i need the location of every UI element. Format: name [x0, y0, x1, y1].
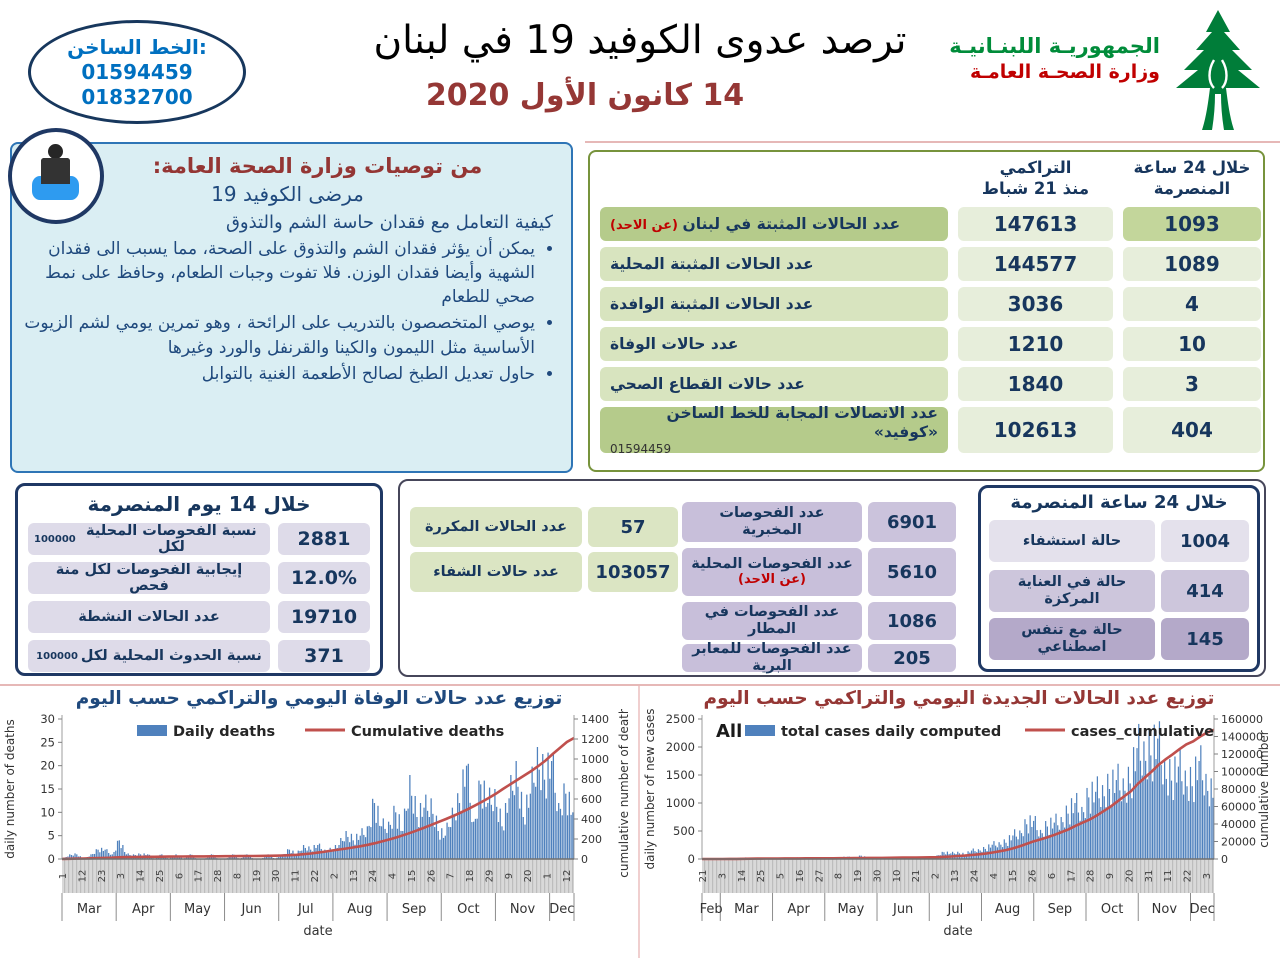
stat-cumulative-value: 3036 — [958, 287, 1113, 321]
svg-text:24: 24 — [368, 870, 379, 883]
svg-text:Feb: Feb — [700, 902, 723, 917]
svg-text:Nov: Nov — [510, 902, 536, 917]
svg-text:40000: 40000 — [1221, 818, 1256, 831]
stat-24h-value: 1093 — [1123, 207, 1261, 241]
svg-text:5: 5 — [776, 873, 787, 879]
recovery-label: عدد حالات الشفاء — [410, 552, 582, 592]
stat-row-label: عدد الاتصالات المجابة للخط الساخن «كوفيد» 01594459 — [600, 407, 948, 453]
hospitalization-box — [978, 485, 1260, 672]
report-date: 14 كانون الأول 2020 — [245, 78, 925, 113]
svg-text:1000: 1000 — [581, 753, 609, 766]
svg-text:3: 3 — [717, 873, 728, 879]
fortnight-stats-box — [15, 483, 383, 676]
svg-text:18: 18 — [465, 870, 476, 883]
stat-cumulative-value: 1210 — [958, 327, 1113, 361]
daily-indicators-panel — [398, 479, 1266, 677]
stat-row-label: عدد حالات القطاع الصحي — [600, 367, 948, 401]
fortnight-label: نسبة الفحوصات المحلية لكل 100000 — [28, 523, 270, 555]
announcer-icon — [8, 128, 104, 224]
svg-text:800: 800 — [581, 773, 602, 786]
hospitalization-label: حالة استشفاء — [989, 520, 1155, 562]
fortnight-row — [28, 640, 370, 672]
svg-text:May: May — [184, 902, 211, 917]
svg-text:2000: 2000 — [666, 740, 695, 754]
svg-text:20000: 20000 — [1221, 836, 1256, 849]
svg-text:2: 2 — [329, 873, 340, 879]
recommendation-bullet: • يوصي المتخصصون بالتدريب على الرائحة ، وهو تمرين يومي لشم الزيوت الأساسية مثل الليمون والكينا والقرنفل والورد وغيرها — [22, 311, 535, 359]
hospitalization-label: حالة في العناية المركزة — [989, 570, 1155, 612]
hotline-number-2: 01832700 — [81, 85, 192, 110]
svg-text:1: 1 — [543, 873, 554, 879]
fortnight-value: 12.0% — [278, 562, 370, 594]
svg-text:6: 6 — [174, 873, 185, 879]
svg-text:12: 12 — [562, 870, 573, 883]
deaths-chart-svg — [0, 709, 638, 953]
recovery-value: 57 — [588, 507, 678, 547]
svg-text:0: 0 — [581, 853, 588, 866]
svg-text:20: 20 — [40, 759, 55, 773]
hospitalization-value: 145 — [1161, 618, 1249, 660]
svg-text:Jul: Jul — [297, 902, 314, 917]
svg-text:24: 24 — [969, 870, 980, 883]
hotline-label: الخط الساخن: — [67, 35, 207, 60]
svg-text:19: 19 — [252, 870, 263, 883]
hotline-number: 01594459 — [610, 442, 671, 456]
svg-text:13: 13 — [950, 870, 961, 883]
svg-text:100000: 100000 — [1221, 766, 1263, 779]
hospitalization-row — [989, 520, 1251, 562]
svg-text:10: 10 — [892, 870, 903, 883]
svg-text:Aug: Aug — [995, 902, 1020, 917]
svg-text:cumulative number of deaths: cumulative number of deaths — [617, 709, 631, 878]
svg-text:30: 30 — [40, 712, 55, 726]
tests-value: 6901 — [868, 502, 956, 542]
fortnight-row — [28, 523, 370, 555]
hospitalization-value: 1004 — [1161, 520, 1249, 562]
tests-label: عدد الفحوصات المحلية (عن الاحد) — [682, 548, 862, 596]
svg-text:20: 20 — [523, 870, 534, 883]
svg-text:Nov: Nov — [1152, 902, 1178, 917]
recommendations-intro: كيفية التعامل مع فقدان حاسة الشم والتذوق — [22, 212, 553, 233]
svg-text:Cumulative deaths: Cumulative deaths — [351, 724, 504, 740]
new-cases-chart-svg — [640, 709, 1278, 953]
svg-text:19: 19 — [853, 870, 864, 883]
svg-text:3: 3 — [1202, 873, 1213, 879]
deaths-chart-title: توزيع عدد حالات الوفاة اليومي والتراكمي حسب اليوم — [0, 688, 638, 709]
col-header-24h: خلال 24 ساعة المنصرمة — [1123, 158, 1261, 201]
svg-text:2500: 2500 — [666, 712, 695, 726]
stat-24h-value: 1089 — [1123, 247, 1261, 281]
svg-text:400: 400 — [581, 813, 602, 826]
svg-text:22: 22 — [310, 870, 321, 883]
svg-text:17: 17 — [1066, 870, 1077, 883]
logo-ministry-line: وزارة الصحـة العامـة — [925, 60, 1160, 86]
svg-text:11: 11 — [291, 870, 302, 883]
svg-text:Jun: Jun — [240, 902, 261, 917]
svg-text:Apr: Apr — [787, 902, 810, 917]
svg-text:Aug: Aug — [347, 902, 372, 917]
fortnight-title: خلال 14 يوم المنصرمة — [28, 492, 370, 516]
svg-text:22: 22 — [1183, 870, 1194, 883]
svg-text:Daily deaths: Daily deaths — [173, 724, 275, 740]
svg-text:500: 500 — [673, 824, 695, 838]
svg-text:30: 30 — [872, 870, 883, 883]
svg-text:cumulative number: cumulative number — [1257, 730, 1271, 847]
svg-text:160000: 160000 — [1221, 713, 1263, 726]
svg-text:Dec: Dec — [1190, 902, 1215, 917]
svg-text:21: 21 — [698, 870, 709, 883]
hotline-number-1: 01594459 — [81, 60, 192, 85]
stat-cumulative-value: 144577 — [958, 247, 1113, 281]
svg-text:2: 2 — [931, 873, 942, 879]
col-header-cumulative: التراكمي منذ 21 شباط — [958, 158, 1113, 201]
svg-text:Apr: Apr — [132, 902, 155, 917]
svg-text:26: 26 — [426, 870, 437, 883]
svg-text:28: 28 — [1086, 870, 1097, 883]
svg-text:Jun: Jun — [892, 902, 913, 917]
svg-text:15: 15 — [1008, 870, 1019, 883]
svg-text:Oct: Oct — [1101, 902, 1123, 917]
fortnight-value: 2881 — [278, 523, 370, 555]
tests-value: 5610 — [868, 548, 956, 596]
main-stats-table — [588, 150, 1265, 472]
ministry-logo-text — [925, 32, 1160, 86]
tests-row — [682, 602, 958, 640]
fortnight-label: إيجابية الفحوصات لكل منة فحص — [28, 562, 270, 594]
hospitalization-row — [989, 570, 1251, 612]
tests-row — [682, 548, 958, 596]
svg-text:Mar: Mar — [77, 902, 102, 917]
svg-text:140000: 140000 — [1221, 731, 1263, 744]
recommendations-title: من توصيات وزارة الصحة العامة: — [22, 154, 553, 178]
tests-label: عدد الفحوصات المخبرية — [682, 502, 862, 542]
stat-row-label: عدد الحالات المثبتة الوافدة — [600, 287, 948, 321]
svg-text:1400: 1400 — [581, 713, 609, 726]
svg-text:All: All — [716, 721, 742, 742]
svg-text:14: 14 — [136, 870, 147, 883]
tests-note: (عن الاحد) — [738, 573, 806, 588]
svg-text:60000: 60000 — [1221, 801, 1256, 814]
recovery-label: عدد الحالات المكررة — [410, 507, 582, 547]
deaths-chart — [0, 686, 638, 958]
recommendations-subtitle: مرضى الكوفيد 19 — [22, 182, 553, 206]
svg-text:1: 1 — [58, 873, 69, 879]
recovery-row — [410, 507, 678, 547]
fortnight-unit: 100000 — [36, 651, 78, 662]
stat-24h-value: 404 — [1123, 407, 1261, 453]
svg-text:6: 6 — [1047, 873, 1058, 879]
svg-text:daily number of deaths: daily number of deaths — [3, 719, 17, 859]
fortnight-value: 19710 — [278, 601, 370, 633]
svg-text:7: 7 — [446, 873, 457, 879]
svg-text:25: 25 — [155, 870, 166, 883]
fortnight-row — [28, 601, 370, 633]
svg-text:0: 0 — [1221, 853, 1228, 866]
fortnight-row — [28, 562, 370, 594]
svg-text:27: 27 — [814, 870, 825, 883]
svg-text:12: 12 — [77, 870, 88, 883]
svg-text:1500: 1500 — [666, 768, 695, 782]
svg-text:3: 3 — [116, 873, 127, 879]
hotline-badge — [28, 20, 246, 124]
stat-cumulative-value: 147613 — [958, 207, 1113, 241]
svg-text:10: 10 — [40, 805, 55, 819]
svg-text:11: 11 — [1163, 870, 1174, 883]
svg-text:0: 0 — [48, 852, 55, 866]
svg-text:17: 17 — [194, 870, 205, 883]
hospitalization-label: حالة مع تنفس اصطناعي — [989, 618, 1155, 660]
svg-text:600: 600 — [581, 793, 602, 806]
page-title: ترصد عدوى الكوفيد 19 في لبنان — [300, 18, 980, 63]
recovery-value: 103057 — [588, 552, 678, 592]
svg-text:1200: 1200 — [581, 733, 609, 746]
svg-text:25: 25 — [40, 735, 55, 749]
tests-row — [682, 644, 958, 672]
svg-text:9: 9 — [504, 873, 515, 879]
new-cases-chart — [640, 686, 1278, 958]
fortnight-unit: 100000 — [34, 534, 76, 545]
hospitalization-value: 414 — [1161, 570, 1249, 612]
stat-row-label: عدد الحالات المثبتة في لبنان (عن الاحد) — [600, 207, 948, 241]
svg-text:15: 15 — [40, 782, 55, 796]
hospitalization-title: خلال 24 ساعة المنصرمة — [981, 492, 1257, 513]
tests-label: عدد الفحوصات في المطار — [682, 602, 862, 640]
svg-text:Mar: Mar — [734, 902, 759, 917]
stat-cumulative-value: 1840 — [958, 367, 1113, 401]
svg-text:29: 29 — [484, 870, 495, 883]
svg-text:cases_cumulative: cases_cumulative — [1071, 724, 1214, 740]
svg-text:26: 26 — [1028, 870, 1039, 883]
svg-text:1000: 1000 — [666, 796, 695, 810]
svg-text:Dec: Dec — [549, 902, 574, 917]
header-divider — [585, 141, 1280, 143]
new-cases-chart-title: توزيع عدد الحالات الجديدة اليومي والتراكمي حسب اليوم — [640, 688, 1278, 709]
svg-text:21: 21 — [911, 870, 922, 883]
fortnight-value: 371 — [278, 640, 370, 672]
stat-row-label: عدد الحالات المثبتة المحلية — [600, 247, 948, 281]
recommendation-bullet: • يمكن أن يؤثر فقدان الشم والتذوق على الصحة، مما يسبب الى فقدان الشهية وأيضا فقدان الوزن. فلا تفوت وجبات الطعام، وحافظ على نمط صحي للطعام — [22, 237, 535, 309]
row-note: (عن الاحد) — [610, 218, 683, 233]
recovery-row — [410, 552, 678, 592]
tests-row — [682, 502, 958, 542]
svg-text:5: 5 — [48, 829, 55, 843]
stat-24h-value: 4 — [1123, 287, 1261, 321]
svg-text:Jul: Jul — [947, 902, 964, 917]
svg-text:Oct: Oct — [457, 902, 479, 917]
svg-text:date: date — [303, 924, 332, 939]
recommendations-list — [22, 237, 535, 386]
svg-text:4: 4 — [989, 873, 1000, 879]
svg-text:date: date — [943, 924, 972, 939]
svg-text:20: 20 — [1124, 870, 1135, 883]
svg-text:9: 9 — [1105, 873, 1116, 879]
svg-text:daily number of new cases: daily number of new cases — [643, 709, 657, 870]
svg-text:13: 13 — [349, 870, 360, 883]
svg-text:28: 28 — [213, 870, 224, 883]
svg-text:15: 15 — [407, 870, 418, 883]
svg-text:Sep: Sep — [1048, 902, 1073, 917]
svg-text:80000: 80000 — [1221, 783, 1256, 796]
svg-text:120000: 120000 — [1221, 748, 1263, 761]
svg-text:8: 8 — [834, 873, 845, 879]
tests-value: 205 — [868, 644, 956, 672]
svg-text:4: 4 — [388, 873, 399, 879]
lebanon-cedar-icon — [1168, 8, 1268, 140]
svg-text:30: 30 — [271, 870, 282, 883]
stat-cumulative-value: 102613 — [958, 407, 1113, 453]
fortnight-label: عدد الحالات النشطة — [28, 601, 270, 633]
svg-text:total cases daily computed: total cases daily computed — [781, 724, 1001, 740]
svg-text:31: 31 — [1144, 870, 1155, 883]
stat-row-label: عدد حالات الوفاة — [600, 327, 948, 361]
svg-text:8: 8 — [232, 873, 243, 879]
svg-text:0: 0 — [688, 852, 695, 866]
hospitalization-row — [989, 618, 1251, 660]
svg-text:200: 200 — [581, 833, 602, 846]
logo-republic-line: الجمهوريـة اللبنـانيـة — [925, 32, 1160, 60]
svg-text:Sep: Sep — [402, 902, 427, 917]
svg-text:25: 25 — [756, 870, 767, 883]
stat-24h-value: 3 — [1123, 367, 1261, 401]
svg-text:16: 16 — [795, 870, 806, 883]
svg-text:14: 14 — [737, 870, 748, 883]
recommendation-bullet: • حاول تعديل الطبخ لصالح الأطعمة الغنية بالتوابل — [22, 362, 535, 386]
svg-text:May: May — [837, 902, 864, 917]
fortnight-label: نسبة الحدوث المحلية لكل 100000 — [28, 640, 270, 672]
tests-value: 1086 — [868, 602, 956, 640]
tests-label: عدد الفحوصات للمعابر البرية — [682, 644, 862, 672]
stat-24h-value: 10 — [1123, 327, 1261, 361]
svg-text:23: 23 — [97, 870, 108, 883]
